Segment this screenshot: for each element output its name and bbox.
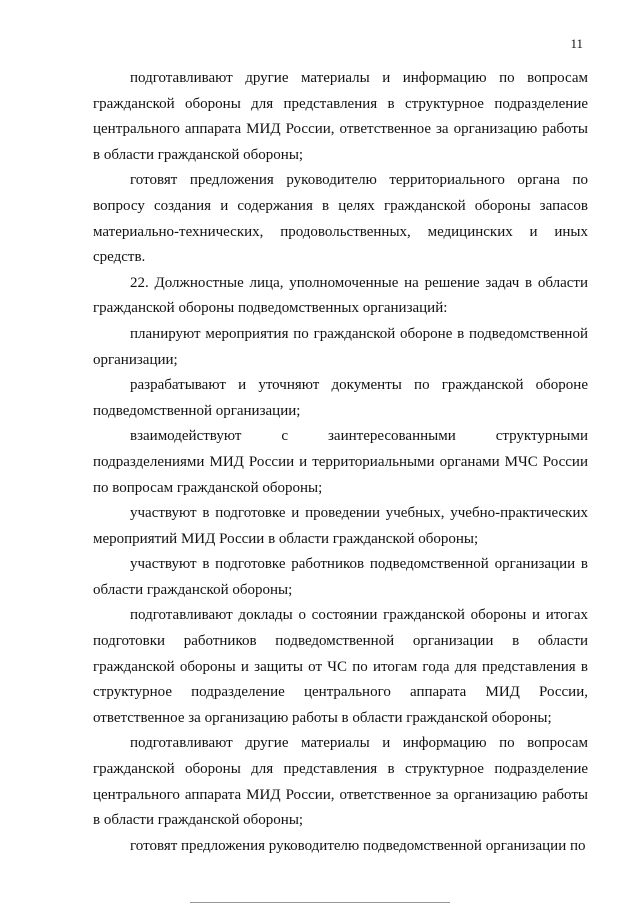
paragraph-materials-central-office: подготавливают другие материалы и информацию по вопросам гражданской обороны для представления в структурное подразделение центрального аппарата МИД России, ответственное за организацию работы в области гражданской обороны; bbox=[93, 70, 588, 163]
paragraph-staff-training: участвуют в подготовке работников подведомственной организации в области гражданской обороны; bbox=[93, 556, 588, 598]
paragraph-item-22: 22. Должностные лица, уполномоченные на решение задач в области гражданской обороны подведомственных организаций: bbox=[93, 274, 588, 317]
paragraph-develop-documents: разрабатывают и уточняют документы по гражданской обороне подведомственной организации; bbox=[93, 377, 588, 419]
paragraph-territorial-proposals: готовят предложения руководителю территориального органа по вопросу создания и содержания в целях гражданской обороны запасов материально-технических, продовольственных, медицинских и иных средств. bbox=[93, 172, 588, 266]
paragraph-other-materials: подготавливают другие материалы и информацию по вопросам гражданской обороны для представления в структурное подразделение центрального аппарата МИД России, ответственное за организацию работы в области гражданской обороны; bbox=[93, 735, 588, 829]
paragraph-subordinate-proposals: готовят предложения руководителю подведомственной организации по bbox=[130, 837, 586, 854]
paragraph-plan-measures: планируют мероприятия по гражданской обороне в подведомственной организации; bbox=[93, 325, 588, 368]
paragraph-training-events: участвуют в подготовке и проведении учебных, учебно-практических мероприятий МИД России в области гражданской обороны; bbox=[93, 505, 588, 547]
page-number: 11 bbox=[570, 36, 583, 51]
page-bottom-edge bbox=[190, 902, 450, 903]
paragraph-reports: подготавливают доклады о состоянии гражданской обороны и итогах подготовки работников подведомственной организации в области гражданской обороны и защиты от ЧС по итогам года для представления в структурное подразделение центрального аппарата МИД России, ответственное за организацию работы в области гражданской обороны; bbox=[93, 607, 588, 726]
paragraph-interact: взаимодействуют с заинтересованными структурными подразделениями МИД России и территориальными органами МЧС России по вопросам гражданской обороны; bbox=[93, 428, 588, 496]
document-body bbox=[93, 66, 588, 859]
